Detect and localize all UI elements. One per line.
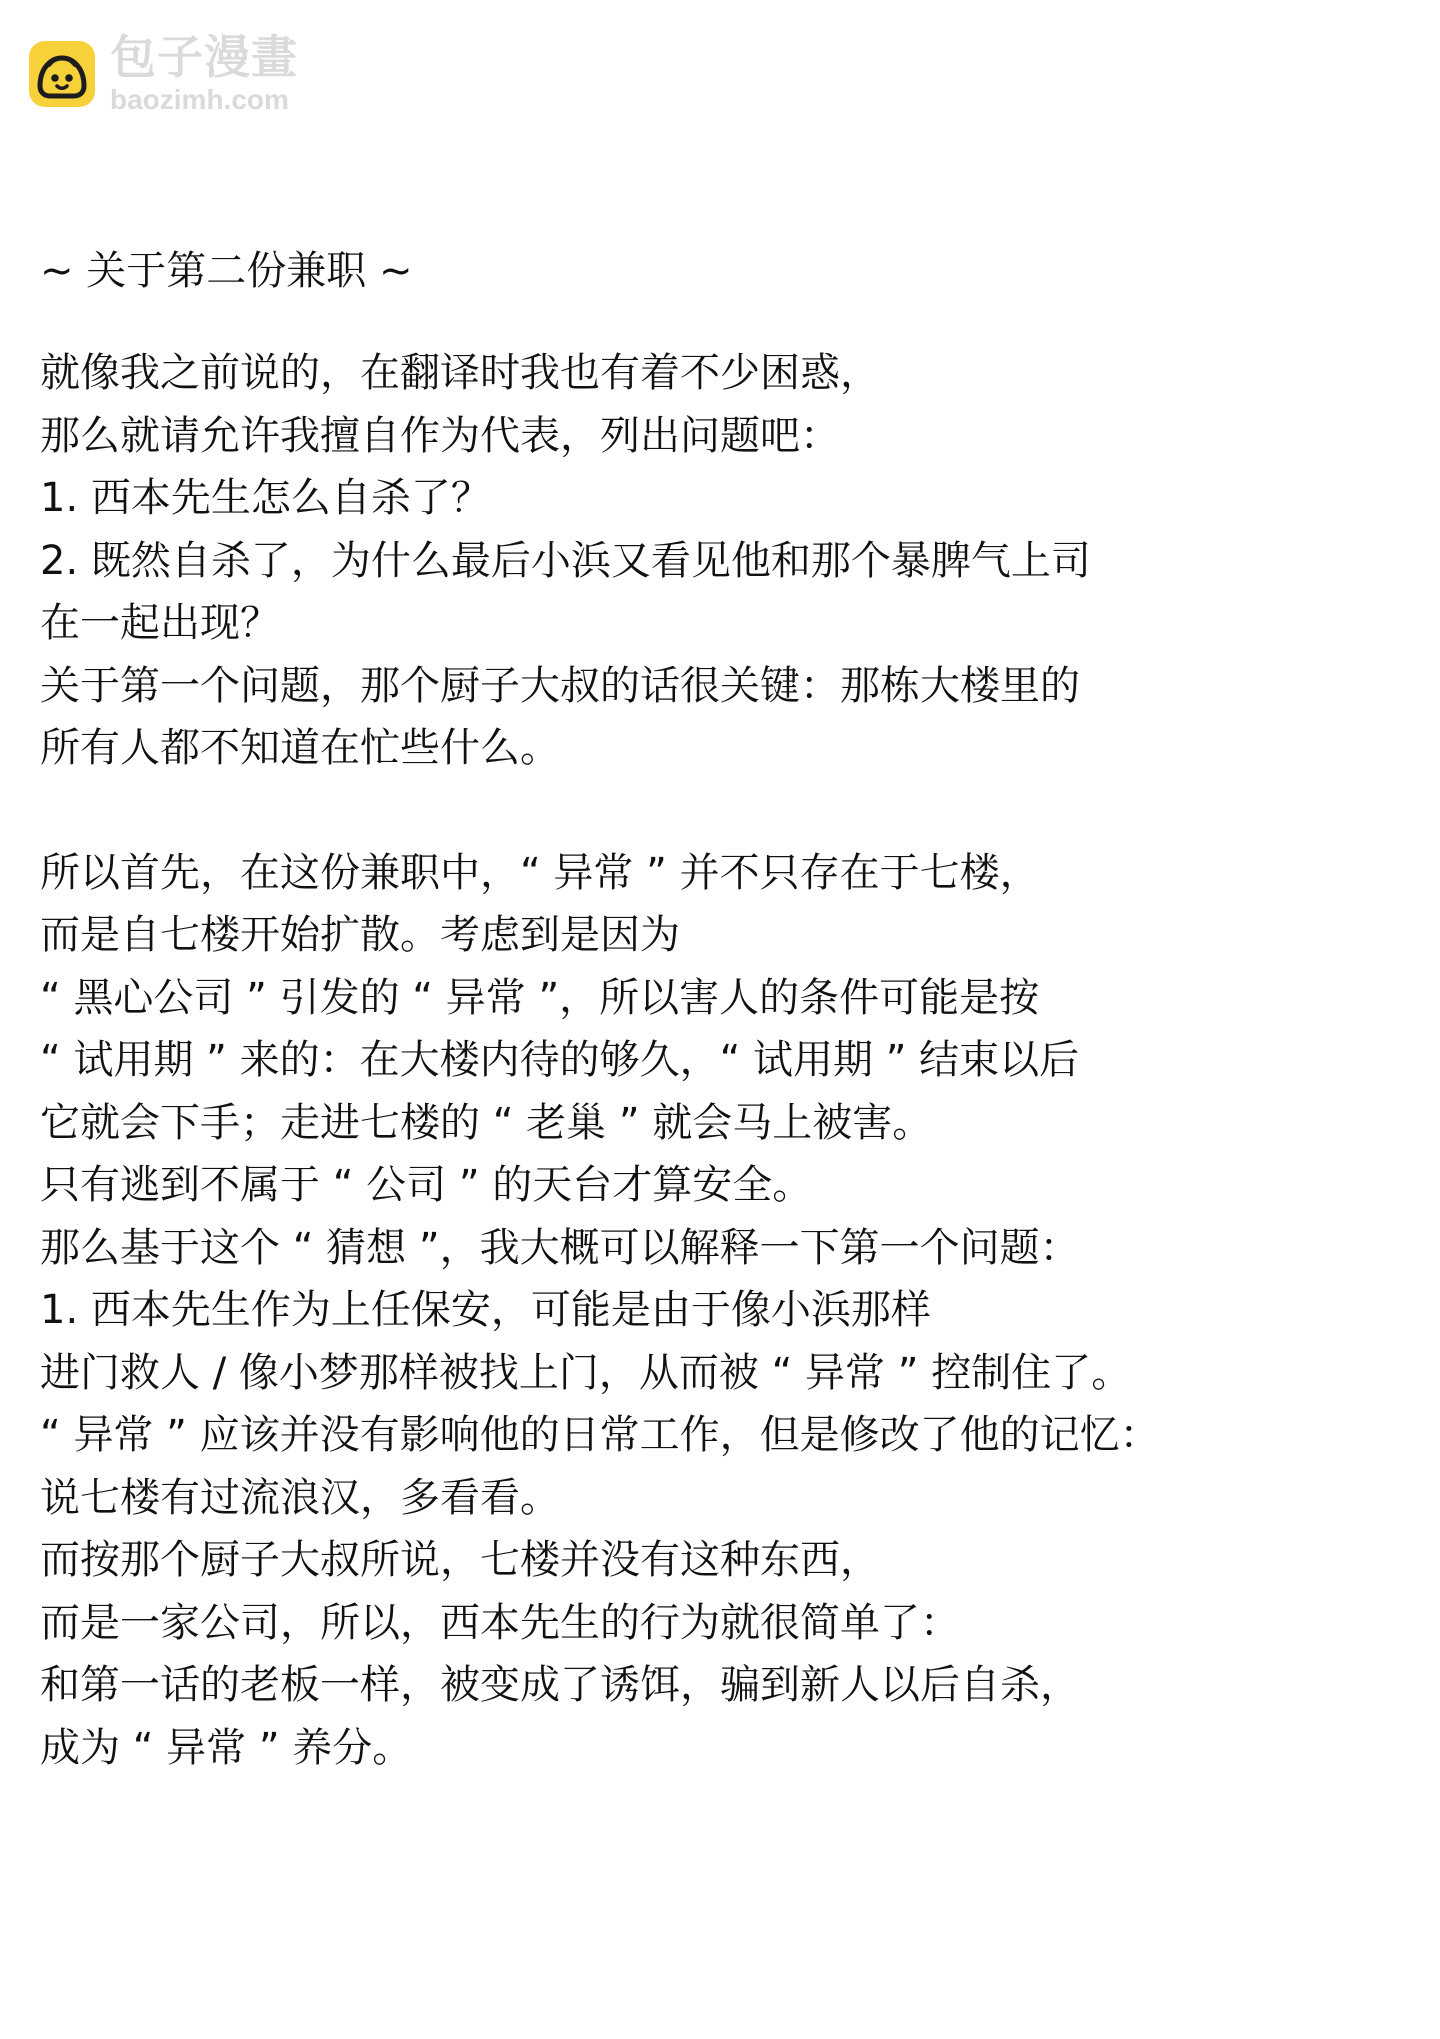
text-line: 2. 既然自杀了，为什么最后小浜又看见他和那个暴脾气上司: [40, 537, 1091, 584]
text-line: 在一起出现？: [40, 600, 280, 646]
text-line: 而按那个厨子大叔所说，七楼并没有这种东西，: [40, 1537, 880, 1583]
text-line: “ 黑心公司 ” 引发的 “ 异常 ”，所以害人的条件可能是按: [40, 974, 1040, 1021]
text-line: 1. 西本先生作为上任保安，可能是由于像小浜那样: [40, 1287, 931, 1333]
text-line: 而是自七楼开始扩散。考虑到是因为: [40, 912, 680, 958]
text-line: 和第一话的老板一样，被变成了诱饵，骗到新人以后自杀，: [40, 1662, 1080, 1708]
watermark-domain: baozimh.com: [110, 84, 289, 115]
text-line: 就像我之前说的，在翻译时我也有着不少困惑，: [40, 350, 880, 396]
translator-note: [40, 240, 1420, 1841]
text-line: 所有人都不知道在忙些什么。: [40, 725, 560, 771]
text-line: 只有逃到不属于 “ 公司 ” 的天台才算安全。: [40, 1162, 813, 1208]
text-line: “ 试用期 ” 来的：在大楼内待的够久，“ 试用期 ” 结束以后: [40, 1037, 1080, 1083]
text-line: 说七楼有过流浪汉，多看看。: [40, 1474, 560, 1521]
text-line: 1. 西本先生怎么自杀了？: [40, 475, 491, 521]
watermark-text: [110, 30, 298, 115]
text-line: 它就会下手；走进七楼的 “ 老巢 ” 就会马上被害。: [40, 1099, 933, 1146]
text-line: “ 异常 ” 应该并没有影响他的日常工作，但是修改了他的记忆：: [40, 1412, 1160, 1458]
text-line: 关于第一个问题，那个厨子大叔的话很关键：那栋大楼里的: [40, 662, 1080, 709]
text-line: 所以首先，在这份兼职中，“ 异常 ” 并不只存在于七楼，: [40, 849, 1040, 896]
text-line: 那么基于这个 “ 猜想 ”，我大概可以解释一下第一个问题：: [40, 1224, 1080, 1271]
text-line: 成为 “ 异常 ” 养分。: [40, 1724, 413, 1771]
site-watermark: [26, 30, 298, 115]
text-line: 进门救人 / 像小梦那样被找上门，从而被 “ 异常 ” 控制住了。: [40, 1349, 1132, 1396]
text-line: 那么就请允许我擅自作为代表，列出问题吧：: [40, 412, 840, 459]
watermark-brand-name: 包子漫畫: [110, 30, 298, 84]
text-line: 而是一家公司，所以，西本先生的行为就很简单了：: [40, 1599, 960, 1646]
note-title: ~ 关于第二份兼职 ~: [40, 248, 413, 294]
bun-face-icon: [26, 38, 98, 110]
paragraph-questions: [40, 342, 1420, 780]
paragraph-explanation: [40, 842, 1420, 1780]
